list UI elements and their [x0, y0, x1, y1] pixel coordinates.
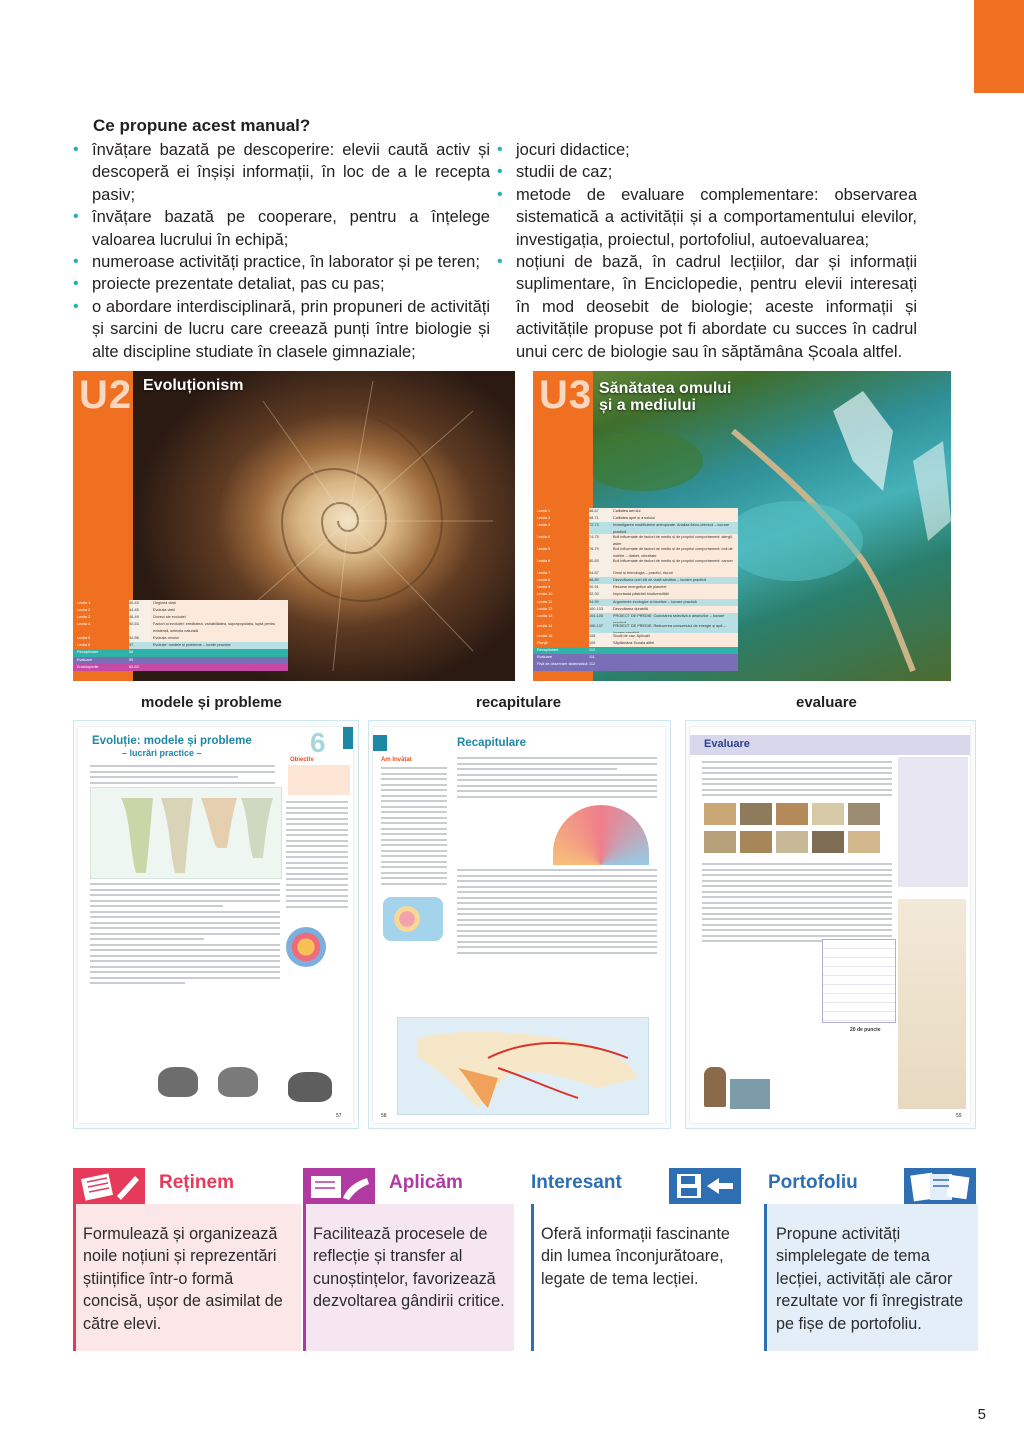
thumb-page-number: 57: [336, 1113, 342, 1119]
thumb-side-label: Am învățat: [381, 757, 412, 763]
unit-title: Sănătatea omului și a mediului: [599, 380, 732, 414]
hand-writing-icon: [303, 1168, 375, 1204]
orange-corner-tab: [974, 0, 1024, 93]
intro-list-item: • proiecte prezentate detaliat, pas cu pas;: [73, 273, 490, 295]
bullet-icon: •: [73, 275, 79, 293]
intro-left-column: [73, 139, 490, 363]
thumb-objectives-label: Obiectiv: [290, 757, 314, 763]
intro-list-item: • învățare bazată pe descoperire: elevii caută activ și descoperă ei înșiși informații, în loc de a le recepta pasiv;: [73, 141, 490, 204]
thumb-page-number: 58: [381, 1113, 387, 1119]
caption-review: recapitulare: [476, 694, 562, 711]
thumb-title: Evoluție: modele și probleme: [92, 735, 252, 747]
intro-list-item: • o abordare interdisciplinară, prin propuneri de activități și sarcini de lucru care creează punți între biologie și alte discipline studiate în clasele gimnaziale;: [73, 297, 490, 361]
unit3-opener-image: [533, 371, 951, 681]
bullet-icon: •: [73, 141, 79, 158]
thumb-subtitle: – lucrări practice –: [122, 748, 202, 758]
unit-code: U2: [79, 373, 133, 417]
unit2-contents-table: Lecția 1 40-43 Originea vieții Lecția 2 44-45 Evoluția vieții Lecția 3 46-49 Dovezi ale evoluției Lecția 4 50-53 Factori ai evoluției: ereditatea, variabilitatea, suprapopulația, lupta pentru existență, selecția naturală Lecția 5 54-56 Evoluția omului Lecția 6 57 Evoluție: modele și probleme – lucrări practice Recapitulare 58 Evaluare 59 Enciclopedie 60-63: [73, 600, 288, 671]
page-thumbnail: [373, 727, 665, 1123]
folder-documents-icon: [904, 1168, 976, 1204]
feature-name: Interesant: [531, 1172, 622, 1193]
intro-right-column: [497, 139, 917, 363]
thumb-world-map-image: [397, 1017, 649, 1115]
intro-list-item: • metode de evaluare complementare: observarea sistematică a activității și a comportamentului elevilor, investigația, proiectul, portofoliul, autoevaluarea;: [497, 185, 917, 249]
caption-evaluation: evaluare: [796, 694, 857, 711]
spread-evaluation-thumbnail: [685, 720, 976, 1129]
feature-name: Aplicăm: [389, 1172, 463, 1193]
thumb-lesson-number: 6: [310, 727, 326, 758]
feature-description: Propune activități simplelegate de tema lecției, activități ale căror rezultate vor fi înregistrate pe fișe de portofoliu.: [776, 1225, 964, 1333]
bullet-icon: •: [497, 185, 503, 203]
feature-description: Facilitează procesele de reflecție și transfer al cunoștințelor, favorizează dezvoltarea gândirii critice.: [313, 1225, 505, 1311]
save-arrow-icon: [669, 1168, 741, 1204]
feature-description: Oferă informații fascinante din lumea înconjurătoare, legate de tema lecției.: [541, 1225, 730, 1288]
bullet-icon: •: [497, 141, 503, 158]
bullet-icon: •: [73, 253, 79, 271]
feature-name: Reținem: [159, 1172, 234, 1193]
unit-code: U3: [539, 373, 593, 417]
caption-models: modele și probleme: [141, 694, 282, 711]
intro-heading: Ce propune acest manual?: [93, 116, 311, 135]
intro-list-item: • învățare bazată pe cooperare, pentru a înțelege valoarea lucrului în echipă;: [73, 208, 490, 249]
feature-name: Portofoliu: [768, 1172, 858, 1193]
thumb-title: Evaluare: [704, 738, 750, 750]
bullet-icon: •: [497, 253, 503, 271]
intro-list-item: • noțiuni de bază, în cadrul lecțiilor, dar și informații suplimentare, în Enciclopedie, pentru elevii interesați în mod deosebit de biologie; aceste informații și activitățile propuse pot fi abordate cu succes în cadrul unui cerc de biologie sau în săptămâna Școala altfel.: [497, 253, 917, 361]
thumb-points-label: 20 de puncte: [850, 1027, 881, 1033]
intro-list-item: • studii de caz;: [497, 161, 917, 183]
bullet-icon: •: [497, 163, 503, 181]
unit2-opener-image: [73, 371, 515, 681]
thumb-chart-image: [90, 787, 282, 879]
page-number: 5: [977, 1406, 986, 1423]
spread-review-thumbnail: [368, 720, 671, 1129]
intro-list-item: • numeroase activități practice, în laborator și pe teren;: [73, 251, 490, 273]
feature-description: Formulează și organizează noile noțiuni și reprezentări științifice într-o formă concisă, ușor de asimilat de către elevi.: [83, 1225, 283, 1333]
unit-title: Evoluționism: [143, 377, 244, 394]
spread-models-thumbnail: [73, 720, 359, 1129]
bullet-icon: •: [73, 297, 79, 315]
page-thumbnail: [78, 727, 353, 1123]
page-thumbnail: [690, 727, 970, 1123]
bullet-icon: •: [73, 208, 79, 226]
unit3-contents-table: Lecția 1 66-67 Calitatea aerului Lecția 2 68-71 Calitatea apei și a solului Lecția 3 72-73 Investigarea modificărilor antropizate. Analiza fizico-chimică – lucrare practică Lecția 4 74-75 Boli influențate de factori de mediu și de propriul comportament: alergii, astm Lecția 5 76-79 Boli influențate de factori de mediu și de propriul comportament: boli de nutriție – diabet, obezitate Lecția 6 80-83 Boli influențate de factori de mediu și de propriul comportament: cancer Lecția 7 84-87 Omul și tehnologia – practici, riscuri Lecția 8 88-89 Dezvoltarea unei stil de viață sănătos – lucrare practică Lecția 9 90-91 Resurse energetice ale planetei Lecția 10 92-93 Importanța păstrării biodiversității Lecția 11 94-99 Argumente ecologice și bioetice – lucrare practică Lecția 12 100-103 Dezvoltarea durabilă Lecția 13 104-105 PROIECT DE PREDIE: Colectarea selectivă a deșeurilor – lucrare Lecția 14 106-107 PROIECT DE PREDIE: Reducerea consumului de energie și apă – Lecția 15 108 Studii de caz. Aplicații Plonjă 109 Săptămâna Școala altfel Recapitulare 110 Evaluare 111 Fișă de observare sistematică 112: [533, 508, 738, 671]
thumb-title: Recapitulare: [457, 737, 527, 749]
notebook-pen-icon: [73, 1168, 145, 1204]
intro-list-item: • jocuri didactice;: [497, 139, 917, 161]
thumb-page-number: 59: [956, 1113, 962, 1119]
